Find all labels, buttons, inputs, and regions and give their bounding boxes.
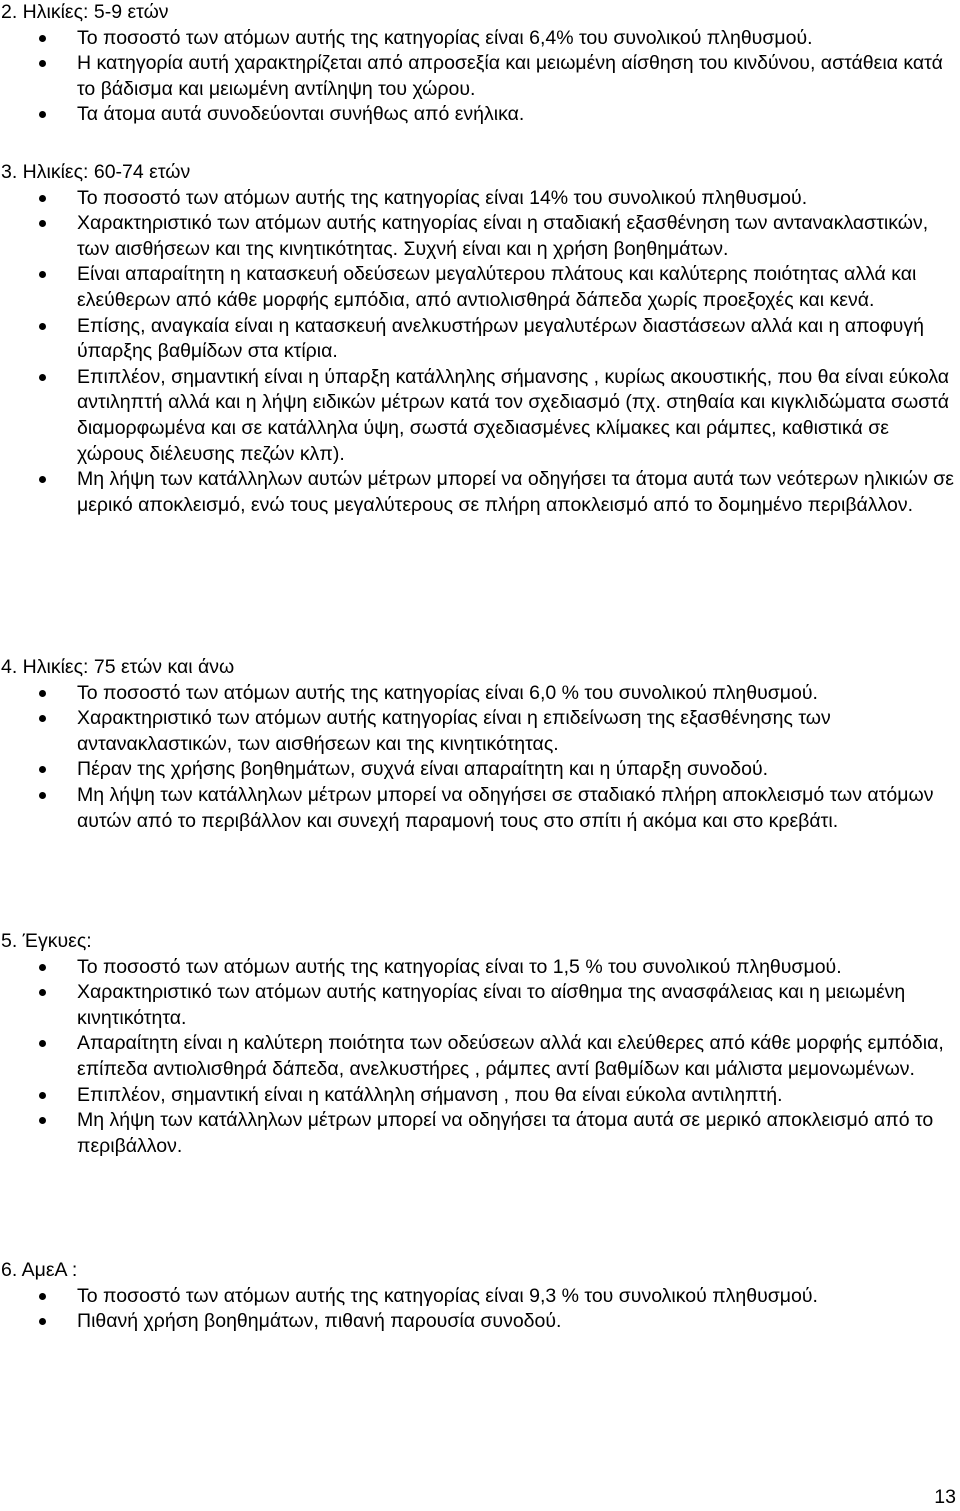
section-disabled-persons — [0, 1258, 960, 1335]
bullet-list — [0, 955, 960, 1160]
bullet-list — [0, 186, 960, 519]
bullet-icon — [39, 792, 46, 799]
bullet-list — [0, 681, 960, 835]
list-item: Η κατηγορία αυτή χαρακτηρίζεται από απροσεξία και μειωμένη αίσθηση του κινδύνου, αστάθεια κατά το βάδισμα και μειωμένη αντίληψη του χώρου. — [0, 51, 960, 102]
bullet-list — [0, 1284, 960, 1335]
bullet-icon — [39, 35, 46, 42]
section-heading: 6. ΑμεΑ : — [1, 1259, 78, 1281]
section-heading: 2. Ηλικίες: 5-9 ετών — [1, 1, 169, 23]
list-item: Το ποσοστό των ατόμων αυτής της κατηγορίας είναι 9,3 % του συνολικού πληθυσμού. — [0, 1284, 960, 1310]
list-item: Επιπλέον, σημαντική είναι η κατάλληλη σήμανση , που θα είναι εύκολα αντιληπτή. — [0, 1083, 960, 1109]
bullet-icon — [39, 1092, 46, 1099]
list-item: Χαρακτηριστικό των ατόμων αυτής κατηγορίας είναι η σταδιακή εξασθένηση των αντανακλαστικών, των αισθήσεων και της κινητικότητας. Συχνή είναι και η χρήση βοηθημάτων. — [0, 211, 960, 262]
bullet-icon — [39, 111, 46, 118]
bullet-icon — [39, 715, 46, 722]
list-item: Πιθανή χρήση βοηθημάτων, πιθανή παρουσία συνοδού. — [0, 1309, 960, 1335]
bullet-icon — [39, 195, 46, 202]
list-item: Το ποσοστό των ατόμων αυτής της κατηγορίας είναι 6,4% του συνολικού πληθυσμού. — [0, 26, 960, 52]
list-item: Τα άτομα αυτά συνοδεύονται συνήθως από ενήλικα. — [0, 102, 960, 128]
bullet-icon — [39, 1293, 46, 1300]
bullet-icon — [39, 1318, 46, 1325]
bullet-icon — [39, 271, 46, 278]
bullet-icon — [39, 989, 46, 996]
list-item: Χαρακτηριστικό των ατόμων αυτής κατηγορίας είναι η επιδείνωση της εξασθένησης των αντανακλαστικών, των αισθήσεων και της κινητικότητας. — [0, 706, 960, 757]
list-item: Επιπλέον, σημαντική είναι η ύπαρξη κατάλληλης σήμανσης , κυρίως ακουστικής, που θα είναι εύκολα αντιληπτή αλλά και η λήψη ειδικών μέτρων κατά τον σχεδιασμό (πχ. στηθαία και κιγκλιδώματα σωστά διαμορφωμένα και σε κατάλληλα ύψη, σωστά σχεδιασμένες κλίμακες και ράμπες, καθιστικά σε χώρους διέλευσης πεζών κλπ). — [0, 365, 960, 467]
list-item: Το ποσοστό των ατόμων αυτής της κατηγορίας είναι 14% του συνολικού πληθυσμού. — [0, 186, 960, 212]
bullet-icon — [39, 690, 46, 697]
list-item: Επίσης, αναγκαία είναι η κατασκευή ανελκυστήρων μεγαλυτέρων διαστάσεων αλλά και η αποφυγή ύπαρξης βαθμίδων στα κτίρια. — [0, 314, 960, 365]
list-item: Χαρακτηριστικό των ατόμων αυτής κατηγορίας είναι το αίσθημα της ανασφάλειας και η μειωμένη κινητικότητα. — [0, 980, 960, 1031]
list-item: Μη λήψη των κατάλληλων αυτών μέτρων μπορεί να οδηγήσει τα άτομα αυτά των νεότερων ηλικιών σε μερικό αποκλεισμό, ενώ τους μεγαλύτερους σε πλήρη αποκλεισμό από το δομημένο περιβάλλον. — [0, 467, 960, 518]
section-pregnant — [0, 929, 960, 1159]
list-item: Απαραίτητη είναι η καλύτερη ποιότητα των οδεύσεων αλλά και ελεύθερες από κάθε μορφής εμπόδια, επίπεδα αντιολισθηρά δάπεδα, ανελκυστήρες , ράμπες αντί βαθμίδων και μάλιστα μεμονωμένων. — [0, 1031, 960, 1082]
bullet-icon — [39, 1117, 46, 1124]
list-item: Πέραν της χρήσης βοηθημάτων, συχνά είναι απαραίτητη και η ύπαρξη συνοδού. — [0, 757, 960, 783]
bullet-icon — [39, 220, 46, 227]
section-age-5-9 — [0, 0, 960, 128]
list-item: Μη λήψη των κατάλληλων μέτρων μπορεί να οδηγήσει σε σταδιακό πλήρη αποκλεισμό των ατόμων αυτών από το περιβάλλον και συνεχή παραμονή τους στο σπίτι ή ακόμα και στο κρεβάτι. — [0, 783, 960, 834]
section-heading: 5. Έγκυες: — [1, 930, 92, 952]
page-number: 13 — [934, 1486, 956, 1508]
list-item: Είναι απαραίτητη η κατασκευή οδεύσεων μεγαλύτερου πλάτους και καλύτερης ποιότητας αλλά και ελεύθερων από κάθε μορφής εμπόδια, από αντιολισθηρά δάπεδα χωρίς προεξοχές και κενά. — [0, 262, 960, 313]
section-age-60-74 — [0, 160, 960, 518]
list-item: Το ποσοστό των ατόμων αυτής της κατηγορίας είναι 6,0 % του συνολικού πληθυσμού. — [0, 681, 960, 707]
section-age-75-plus — [0, 655, 960, 834]
bullet-list — [0, 26, 960, 128]
bullet-icon — [39, 323, 46, 330]
section-heading: 4. Ηλικίες: 75 ετών και άνω — [1, 656, 235, 678]
bullet-icon — [39, 60, 46, 67]
bullet-icon — [39, 766, 46, 773]
section-heading: 3. Ηλικίες: 60-74 ετών — [1, 161, 191, 183]
list-item: Το ποσοστό των ατόμων αυτής της κατηγορίας είναι το 1,5 % του συνολικού πληθυσμού. — [0, 955, 960, 981]
bullet-icon — [39, 476, 46, 483]
bullet-icon — [39, 374, 46, 381]
bullet-icon — [39, 964, 46, 971]
bullet-icon — [39, 1040, 46, 1047]
list-item: Μη λήψη των κατάλληλων μέτρων μπορεί να οδηγήσει τα άτομα αυτά σε μερικό αποκλεισμό από το περιβάλλον. — [0, 1108, 960, 1159]
